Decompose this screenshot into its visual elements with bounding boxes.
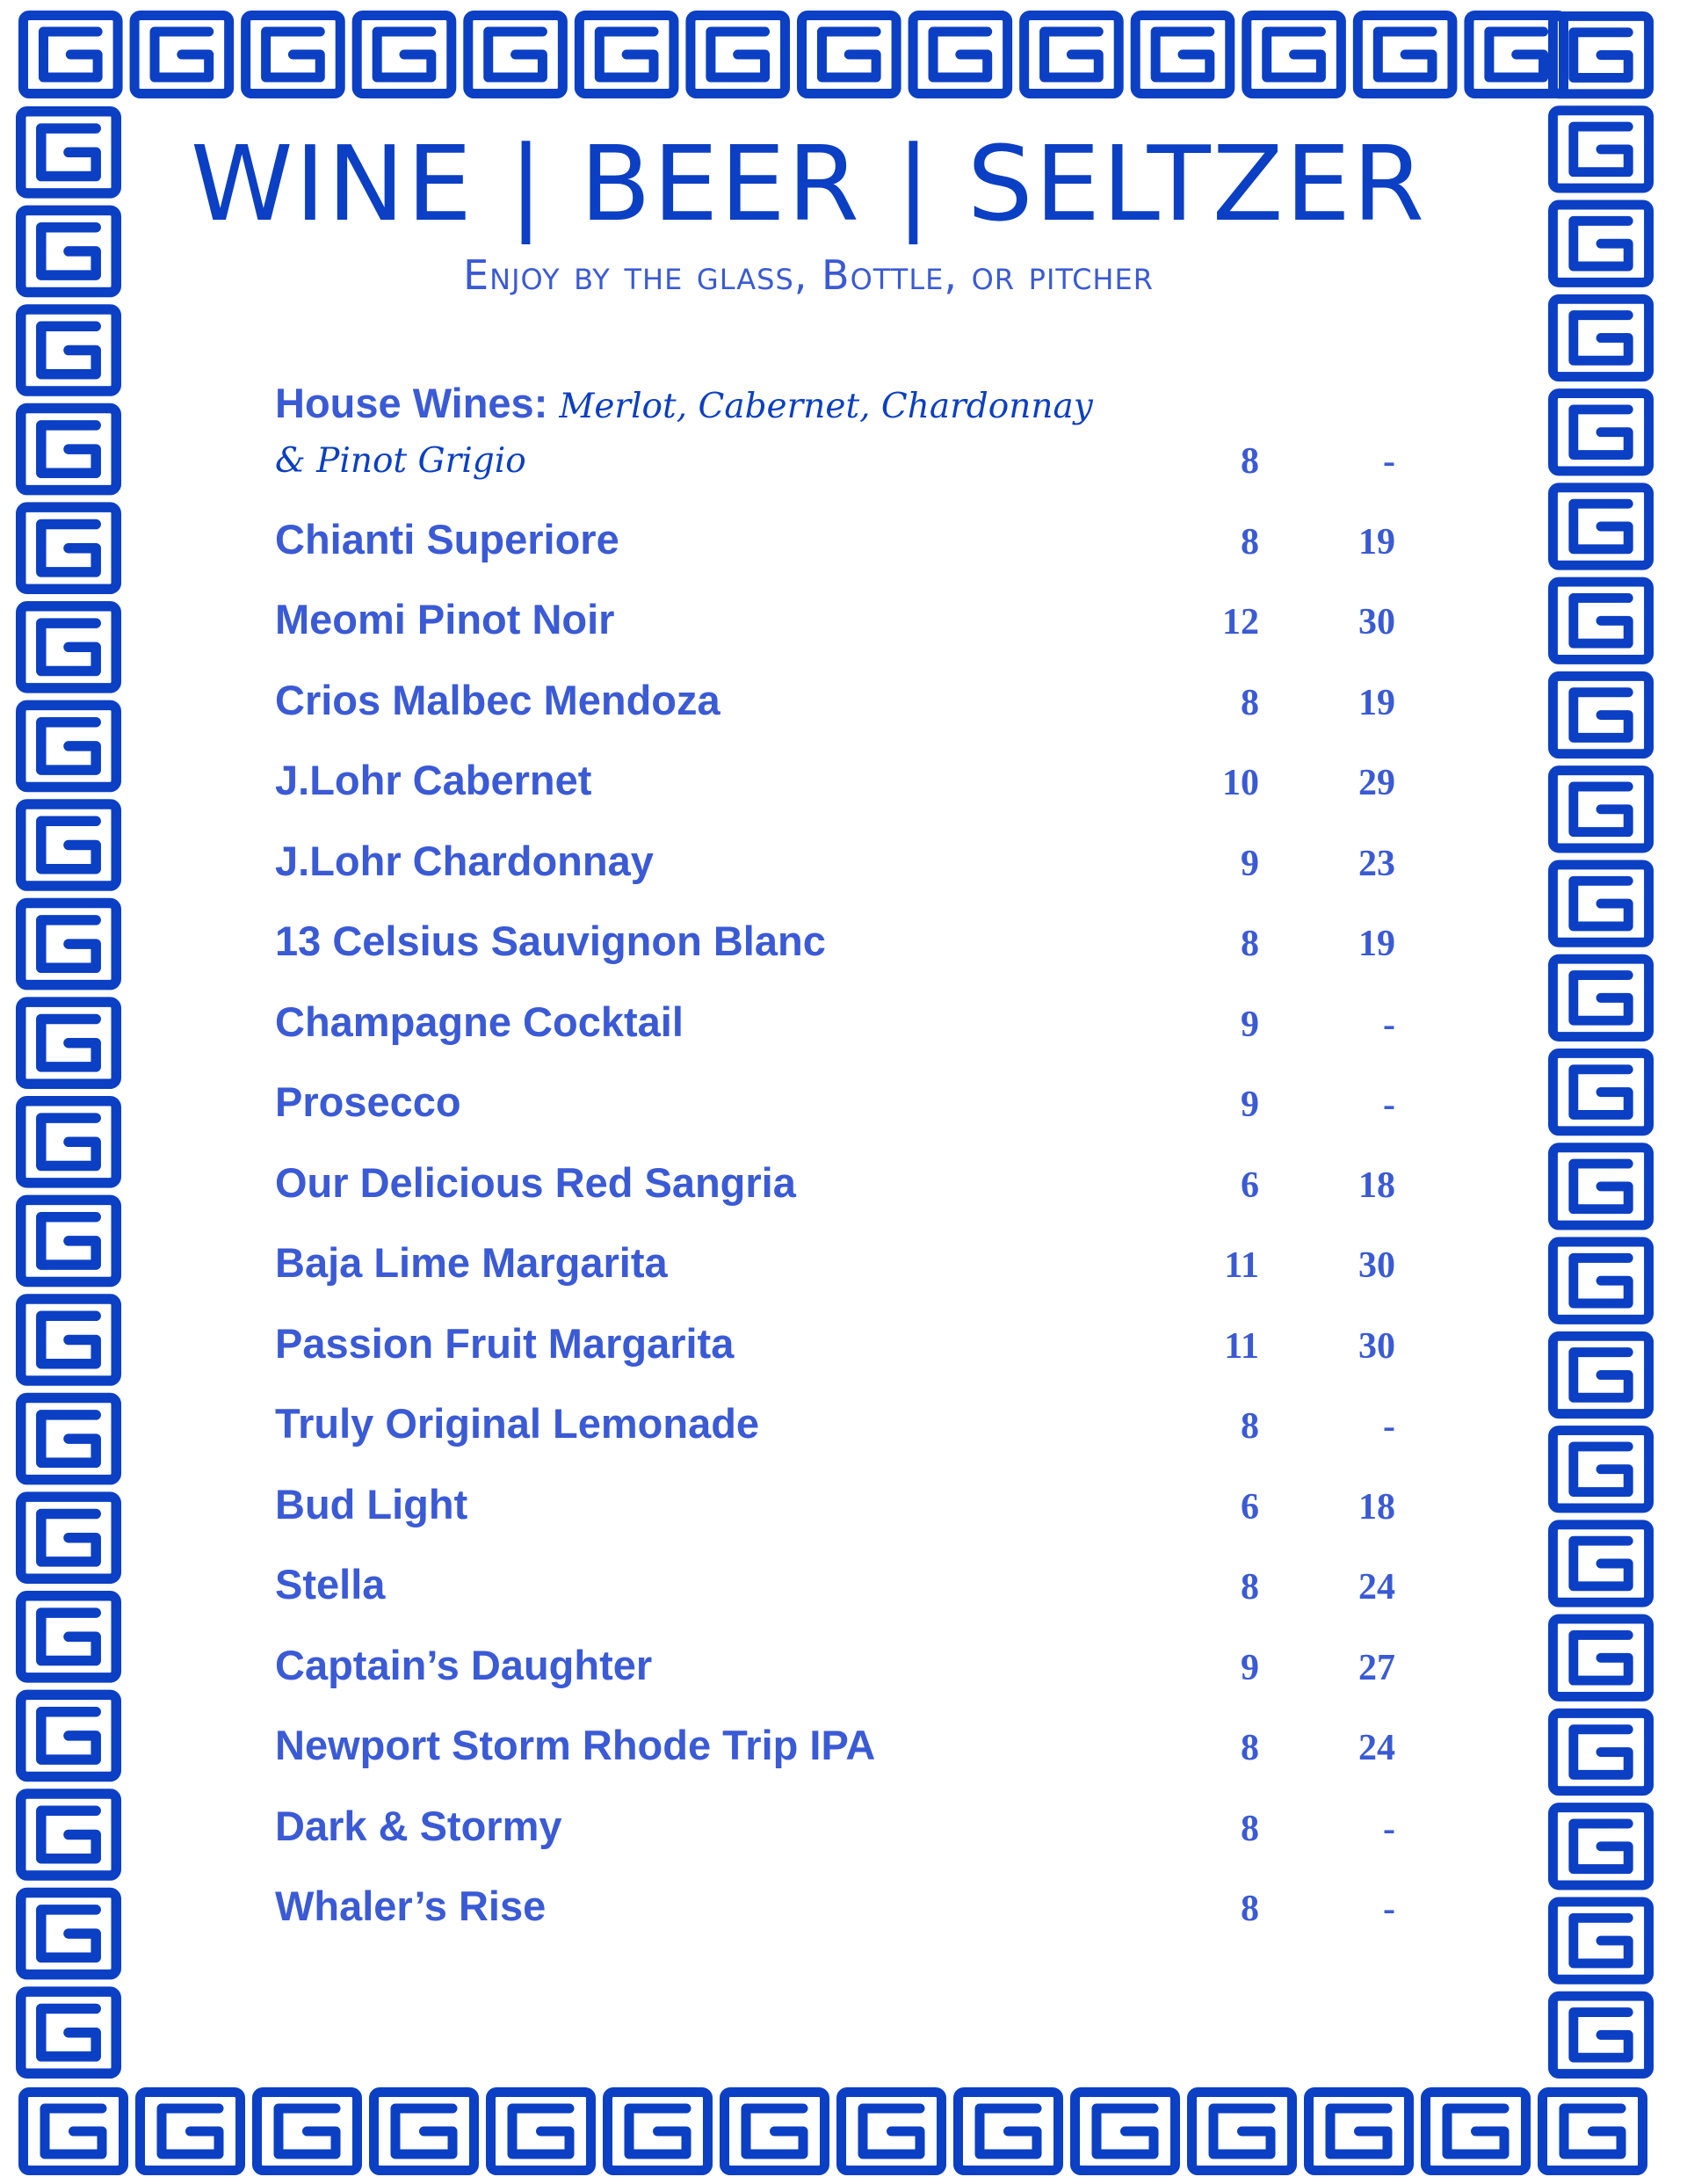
greek-key-tile [21,1398,116,1480]
greek-key-tile [257,2093,358,2171]
greek-key-tile [1553,959,1648,1036]
greek-key-tile [1553,1431,1648,1508]
price-glass: 11 [1224,1245,1259,1286]
price-glass: 8 [1241,1889,1259,1929]
greek-key-tile [21,804,116,886]
price-glass: 6 [1241,1486,1259,1527]
menu-title: WINE | BEER | SELTZER [190,123,1427,244]
price-bottle: 19 [1358,521,1395,562]
price-bottle: - [1383,441,1395,482]
greek-key-tile [1309,2093,1409,2171]
greek-key-tile [1553,1996,1648,2073]
greek-key-tile [374,2093,474,2171]
greek-key-tile [1553,1808,1648,1885]
menu-row [275,1390,1444,1471]
greek-key-tile [1247,16,1342,94]
greek-key-tile [1543,2093,1643,2171]
greek-key-tile [1553,771,1648,848]
drink-list [275,378,1444,1953]
item-note-line2: & Pinot Grigio [275,441,526,481]
greek-key-tile [21,1002,116,1084]
price-bottle: 24 [1358,1728,1395,1768]
price-glass: 6 [1241,1165,1259,1206]
item-name: Passion Fruit Margarita [275,1319,735,1367]
item-name: J.Lohr Cabernet [275,757,592,803]
greek-key-tile [1553,1713,1648,1790]
greek-key-tile [1553,1242,1648,1319]
item-name: 13 Celsius Sauvignon Blanc [275,918,826,964]
greek-key-tile [579,16,674,94]
greek-key-tile [1553,299,1648,376]
menu-row [275,747,1444,828]
greek-key-tile [134,16,229,94]
greek-key-tile [21,1299,116,1381]
greek-key-tile [21,903,116,985]
price-glass: 8 [1241,1406,1259,1447]
menu-row [275,908,1444,989]
greek-key-tile [1553,1619,1648,1696]
menu-row [275,1069,1444,1150]
menu-row [275,988,1444,1069]
price-bottle: 19 [1358,682,1395,723]
price-bottle: - [1383,1889,1395,1929]
menu-row [275,1712,1444,1793]
menu-row [275,1551,1444,1632]
price-bottle: 18 [1358,1486,1395,1527]
price-bottle: - [1383,1808,1395,1849]
menu-row [275,827,1444,908]
greek-key-tile [21,1596,116,1678]
greek-key-tile [1553,582,1648,659]
greek-key-tile [1553,394,1648,471]
item-name: Crios Malbec Mendoza [275,676,720,723]
price-glass: 8 [1241,1728,1259,1768]
menu-row [275,1631,1444,1712]
item-name: Bud Light [275,1480,468,1527]
price-bottle: 29 [1358,763,1395,803]
item-name-house-wines: House Wines: [275,380,548,426]
greek-key-tile [1553,1902,1648,1979]
greek-key-tile [141,2093,241,2171]
greek-key-tile [21,1992,116,2073]
greek-key-tile [21,1497,116,1578]
menu-row [275,1230,1444,1310]
price-bottle: 27 [1358,1647,1395,1688]
price-glass: 8 [1241,1567,1259,1607]
item-name: Dark & Stormy [275,1802,562,1849]
price-bottle: 24 [1358,1567,1395,1607]
greek-key-tile [725,2093,825,2171]
item-name: Stella [275,1561,386,1607]
greek-key-tile [24,2093,124,2171]
menu-row [275,586,1444,667]
menu-subtitle: Enjoy by the glass, Bottle, or pitcher [463,251,1154,299]
item-name: Champagne Cocktail [275,998,684,1045]
greek-key-tile [21,1101,116,1183]
greek-key-tile [913,16,1008,94]
greek-key-tile [21,507,116,589]
greek-key-tile [842,2093,942,2171]
item-name: J.Lohr Chardonnay [275,837,654,884]
menu-row [275,666,1444,747]
greek-key-tile [21,1893,116,1975]
price-glass: 8 [1241,682,1259,723]
greek-key-tile [468,16,563,94]
price-glass: 8 [1241,924,1259,964]
menu-header [0,123,1617,299]
greek-key-tile [1553,1525,1648,1602]
greek-key-tile [1553,1053,1648,1130]
item-name: Newport Storm Rhode Trip IPA [275,1722,876,1768]
greek-key-tile [802,16,897,94]
menu-row [275,1149,1444,1230]
price-glass: 9 [1241,1085,1259,1125]
price-glass: 10 [1222,763,1259,803]
item-name: Chianti Superiore [275,515,619,562]
price-bottle: - [1383,1406,1395,1447]
greek-key-tile [21,1200,116,1281]
price-bottle: 30 [1358,1325,1395,1367]
greek-key-tile [21,606,116,688]
item-name: Baja Lime Margarita [275,1239,668,1286]
price-bottle: - [1383,1004,1395,1045]
greek-key-tile [1192,2093,1292,2171]
price-glass: 8 [1241,441,1259,482]
price-glass: 8 [1241,1808,1259,1849]
greek-key-tile [1553,488,1648,565]
greek-key-tile [357,16,452,94]
price-glass: 9 [1241,1004,1259,1045]
greek-key-tile [1025,16,1119,94]
greek-key-tile [21,409,116,490]
greek-key-tile [21,705,116,787]
price-glass: 11 [1224,1325,1259,1367]
price-glass: 9 [1241,843,1259,884]
greek-key-tile [1553,676,1648,753]
greek-key-tile [1135,16,1230,94]
greek-key-tile [21,309,116,391]
greek-key-tile [1426,2093,1526,2171]
greek-key-tile [21,1794,116,1876]
greek-key-tile [691,16,786,94]
price-glass: 12 [1222,602,1259,642]
greek-key-tile [959,2093,1059,2171]
menu-row [275,505,1444,586]
greek-key-tile [1553,1148,1648,1225]
item-name: Our Delicious Red Sangria [275,1158,796,1206]
item-name: Prosecco [275,1078,461,1125]
price-bottle: - [1383,1085,1395,1125]
item-note-line1: Merlot, Cabernet, Chardonnay [559,387,1093,426]
greek-key-tile [21,1694,116,1776]
menu-row [275,1873,1444,1954]
price-bottle: 23 [1358,843,1395,884]
menu-row [275,1470,1444,1551]
price-bottle: 30 [1358,1245,1395,1286]
item-name: Truly Original Lemonade [275,1400,760,1447]
greek-key-tile [246,16,341,94]
greek-key-tile [1553,1336,1648,1413]
price-glass: 9 [1241,1647,1259,1688]
price-bottle: 19 [1358,924,1395,964]
item-name: Meomi Pinot Noir [275,596,615,642]
menu-row-house-wines [275,378,1444,505]
price-bottle: 30 [1358,602,1395,642]
greek-key-tile [1553,865,1648,942]
greek-key-tile [1075,2093,1176,2171]
greek-key-tile [491,2093,591,2171]
greek-key-tile [24,16,119,94]
price-glass: 8 [1241,521,1259,562]
item-name: Captain’s Daughter [275,1641,653,1688]
greek-key-tile [608,2093,708,2171]
greek-key-tile [1358,16,1452,94]
menu-row [275,1310,1444,1390]
price-bottle: 18 [1358,1165,1395,1206]
item-name: Whaler’s Rise [275,1883,547,1929]
item-name [275,378,1093,487]
menu-row [275,1792,1444,1873]
